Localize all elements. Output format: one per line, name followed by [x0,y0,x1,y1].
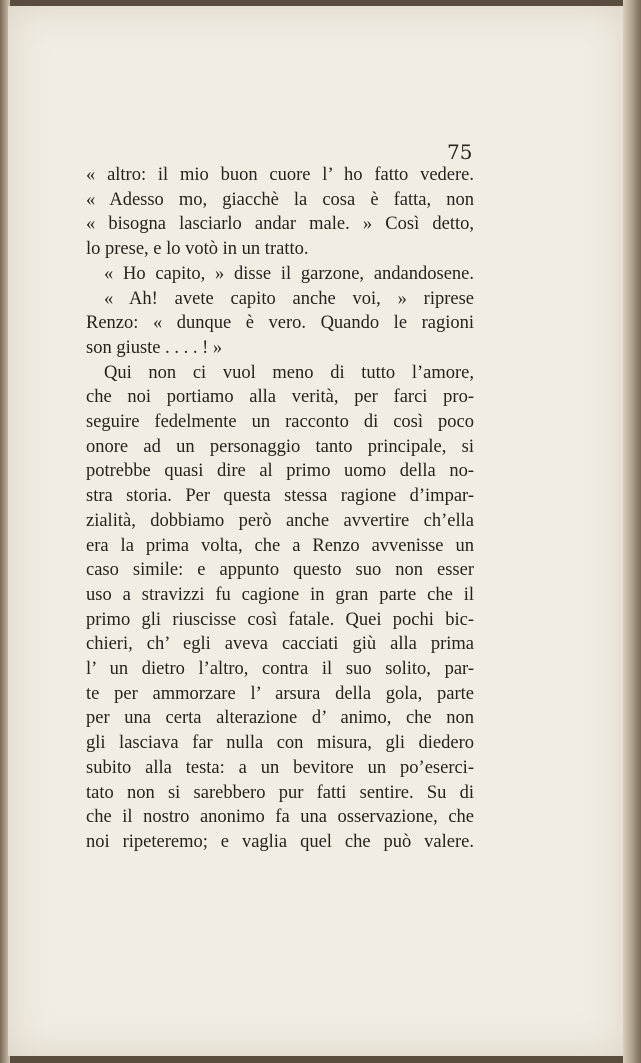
text-line: lo prese, e lo votò in un tratto. [86,239,309,260]
text-line: « Ah! avete capito anche voi, » riprese [104,288,474,309]
page-number: 75 [447,140,473,164]
text-line: noi ripeteremo; e vaglia quel che può valere. [86,831,474,852]
text-line: potrebbe quasi dire al primo uomo della no- [86,461,474,482]
text-line: « altro: il mio buon cuore l’ ho fatto vedere. [86,165,474,185]
text-line: Qui non ci vuol meno di tutto l’amore, [104,362,474,383]
text-line: caso simile: e appunto questo suo non esser [86,560,474,581]
text-line: tato non si sarebbero pur fatti sentire. Su di [86,782,474,803]
text-line: Renzo: « dunque è vero. Quando le ragioni [86,313,474,334]
text-line: gli lasciava far nulla con misura, gli diedero [86,733,474,754]
text-line: chieri, ch’ egli aveva cacciati giù alla prima [86,634,474,655]
text-line: era la prima volta, che a Renzo avvenisse un [86,535,474,556]
text-line: « Adesso mo, giacchè la cosa è fatta, non [86,189,474,210]
text-line: che noi portiamo alla verità, per farci pro- [86,387,474,408]
text-line: zialità, dobbiamo però anche avvertire ch’ella [86,510,474,531]
text-line: te per ammorzare l’ arsura della gola, parte [86,683,474,704]
text-line: son giuste . . . . ! » [86,337,223,358]
text-line: primo gli riuscisse così fatale. Quei pochi bic- [86,609,474,630]
text-line: che il nostro anonimo fa una osservazione, che [86,807,474,828]
text-line: per una certa alterazione d’ animo, che non [86,708,474,729]
text-line: uso a stravizzi fu cagione in gran parte che il [86,584,474,605]
text-line: subito alla testa: a un bevitore un po’eserci- [86,757,474,778]
text-line: onore ad un personaggio tanto principale, si [86,436,474,457]
text-line: l’ un dietro l’altro, contra il suo solito, par- [86,659,474,680]
text-line: seguire fedelmente un racconto di così poco [86,412,474,433]
body-text [86,163,474,855]
text-line: « bisogna lasciarlo andar male. » Così detto, [86,214,474,235]
text-line: stra storia. Per questa stessa ragione d’impar- [86,486,474,507]
page-edge [623,0,641,1063]
text-line: « Ho capito, » disse il garzone, andandosene. [104,263,474,284]
